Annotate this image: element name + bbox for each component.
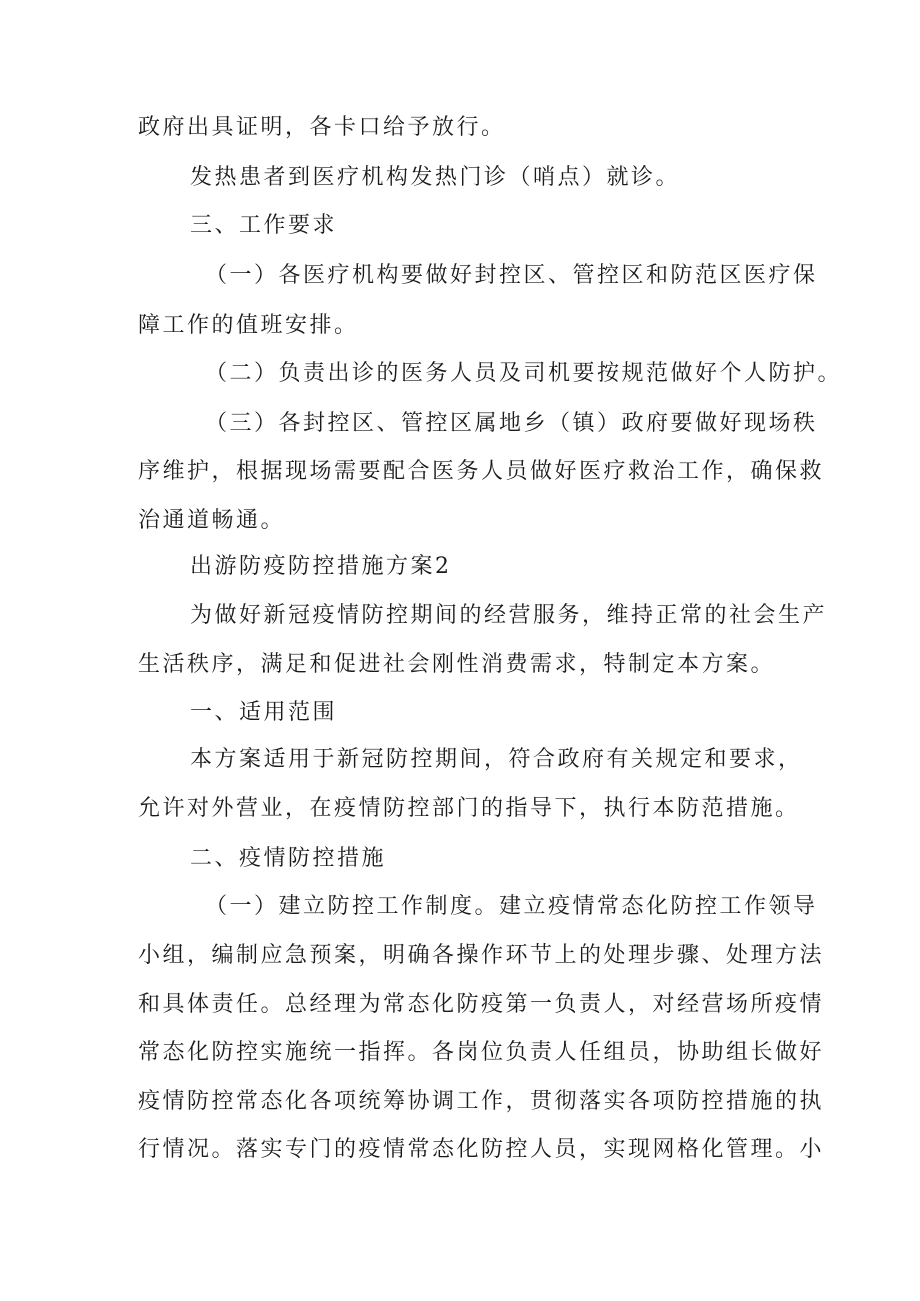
paragraph-line: 和具体责任。总经理为常态化防疫第一负责人，对经营场所疫情 bbox=[138, 992, 825, 1017]
section-heading: 三、工作要求 bbox=[190, 213, 338, 238]
paragraph-line: 障工作的值班安排。 bbox=[138, 313, 359, 338]
paragraph-line: 序维护，根据现场需要配合医务人员做好医疗救治工作，确保救 bbox=[138, 459, 825, 484]
paragraph-line: 政府出具证明，各卡口给予放行。 bbox=[138, 115, 506, 140]
paragraph-line: 治通道畅通。 bbox=[138, 508, 286, 533]
paragraph-line: （二）负责出诊的医务人员及司机要按规范做好个人防护。 bbox=[205, 361, 843, 386]
paragraph-line: 本方案适用于新冠防控期间，符合政府有关规定和要求， bbox=[190, 747, 803, 772]
paragraph-line: 允许对外营业，在疫情防控部门的指导下，执行本防范措施。 bbox=[138, 796, 800, 821]
paragraph-line: （一）各医疗机构要做好封控区、管控区和防范区医疗保 bbox=[205, 263, 818, 288]
paragraph-line: 疫情防控常态化各项统筹协调工作，贯彻落实各项防控措施的执 bbox=[138, 1089, 825, 1114]
section-heading: 一、适用范围 bbox=[190, 700, 338, 725]
section-heading: 二、疫情防控措施 bbox=[190, 846, 387, 871]
paragraph-line: （三）各封控区、管控区属地乡（镇）政府要做好现场秩 bbox=[205, 411, 818, 436]
document-title: 出游防疫防控措施方案2 bbox=[190, 554, 452, 579]
paragraph-line: 生活秩序，满足和促进社会刚性消费需求，特制定本方案。 bbox=[138, 652, 776, 677]
paragraph-line: 为做好新冠疫情防控期间的经营服务，维持正常的社会生产 bbox=[190, 603, 828, 628]
paragraph-line: 小组，编制应急预案，明确各操作环节上的处理步骤、处理方法 bbox=[138, 943, 825, 968]
paragraph-line: 发热患者到医疗机构发热门诊（哨点）就诊。 bbox=[190, 165, 681, 190]
paragraph-line: 常态化防控实施统一指挥。各岗位负责人任组员，协助组长做好 bbox=[138, 1040, 825, 1065]
paragraph-line: 行情况。落实专门的疫情常态化防控人员，实现网格化管理。小 bbox=[138, 1137, 825, 1162]
paragraph-line: （一）建立防控工作制度。建立疫情常态化防控工作领导 bbox=[205, 894, 818, 919]
